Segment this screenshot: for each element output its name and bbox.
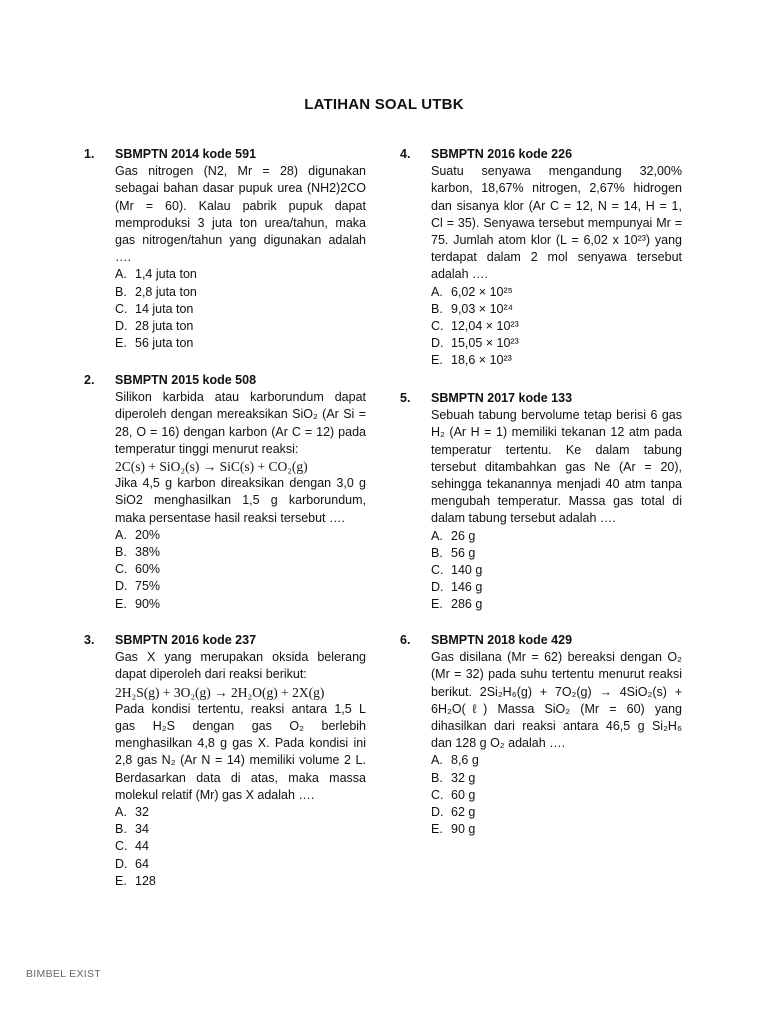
option-letter: C.	[431, 563, 444, 578]
option-text: 28 juta ton	[135, 319, 194, 334]
option-list	[431, 284, 682, 370]
option-text: 146 g	[451, 580, 483, 595]
option-text: 140 g	[451, 563, 483, 578]
option-text: 26 g	[451, 528, 476, 543]
option-text: 18,6 × 10²³	[451, 353, 512, 368]
question-stem: Gas X yang merupakan oksida belerang dapat diperoleh dari reaksi berikut:	[115, 650, 366, 682]
question-source: SBMPTN 2014 kode 591	[115, 147, 257, 161]
option-text: 6,02 × 10²⁵	[451, 284, 513, 299]
option-text: 20%	[135, 527, 161, 542]
answer-option	[115, 578, 366, 595]
question-stem: Gas disilana (Mr = 62) bereaksi dengan O₂ (Mr = 32) pada suhu tertentu menurut reaksi berikut. 2Si₂H₆(g) + 7O₂(g) → 4SiO₂(s) + 6H₂O(ℓ) Massa SiO₂ (Mr = 60) yang dihasilkan dari reaksi antara 46,5 g Si₂H₆ dan 128 g O₂ adalah ….	[431, 650, 682, 751]
question-6	[400, 632, 682, 838]
question-stem: Gas nitrogen (N2, Mr = 28) digunakan sebagai bahan dasar pupuk urea (NH2)2CO (Mr = 60). Kalau pabrik pupuk dapat memproduksi 3 juta ton urea/tahun, maka gas nitrogen/tahun yang digunakan adalah ….	[115, 164, 366, 265]
option-text: 60 g	[451, 787, 476, 802]
reaction-equation: 2C(s) + SiO₂(s) → SiC(s) + CO₂(g)	[115, 459, 308, 475]
question-5	[400, 390, 682, 614]
answer-option	[431, 770, 682, 787]
answer-option	[115, 804, 366, 821]
answer-option	[431, 545, 682, 562]
option-letter: D.	[115, 319, 128, 334]
question-source: SBMPTN 2015 kode 508	[115, 373, 257, 387]
question-stem-continued: Jika 4,5 g karbon direaksikan dengan 3,0 g SiO2 menghasilkan 1,5 g karborundum, maka persentase hasil reaksi tersebut ….	[115, 476, 366, 525]
option-text: 62 g	[451, 805, 476, 820]
option-text: 75%	[135, 579, 161, 594]
question-source: SBMPTN 2018 kode 429	[431, 633, 573, 647]
option-text: 9,03 × 10²⁴	[451, 301, 514, 316]
answer-option	[115, 561, 366, 578]
option-text: 128	[135, 873, 156, 888]
option-letter: E.	[431, 597, 443, 612]
question-header	[400, 146, 682, 163]
question-header	[84, 146, 366, 163]
answer-option	[431, 301, 682, 318]
question-header	[400, 390, 682, 407]
answer-option	[431, 752, 682, 769]
question-number: 2.	[84, 373, 95, 387]
option-letter: E.	[115, 873, 127, 888]
option-letter: C.	[115, 301, 128, 316]
option-letter: E.	[115, 336, 127, 351]
answer-option	[115, 856, 366, 873]
option-text: 44	[135, 839, 149, 854]
option-letter: D.	[431, 580, 444, 595]
answer-option	[431, 352, 682, 369]
option-letter: C.	[431, 319, 444, 334]
option-letter: D.	[431, 805, 444, 820]
question-source: SBMPTN 2016 kode 237	[115, 633, 257, 647]
question-3	[84, 632, 366, 890]
answer-option	[431, 804, 682, 821]
option-text: 56 g	[451, 545, 476, 560]
question-number: 4.	[400, 147, 411, 161]
answer-option	[115, 301, 366, 318]
question-number: 3.	[84, 633, 95, 647]
option-letter: A.	[115, 527, 127, 542]
page-title: LATIHAN SOAL UTBK	[304, 96, 464, 113]
reaction-equation: 2H₂S(g) + 3O₂(g) → 2H₂O(g) + 2X(g)	[115, 684, 325, 700]
option-text: 90%	[135, 596, 161, 611]
option-letter: B.	[431, 301, 443, 316]
option-letter: B.	[115, 545, 127, 560]
answer-option	[115, 284, 366, 301]
option-letter: E.	[431, 353, 443, 368]
answer-option	[431, 821, 682, 838]
option-letter: B.	[115, 822, 127, 837]
answer-option	[431, 335, 682, 352]
question-number: 1.	[84, 147, 95, 161]
question-stem: Suatu senyawa mengandung 32,00% karbon, 18,67% nitrogen, 2,67% hidrogen dan sisanya klor (Ar C = 12, N = 14, H = 1, Cl = 35). Senyawa tersebut mempunyai Mr = 75. Jumlah atom klor (L = 6,02 x 10²³) yang terdapat dalam 2 mol senyawa tersebut adalah ….	[431, 164, 682, 282]
option-letter: C.	[115, 562, 128, 577]
option-text: 15,05 × 10²³	[451, 336, 519, 351]
question-stem: Silikon karbida atau karborundum dapat diperoleh dengan mereaksikan SiO₂ (Ar Si = 28, O = 16) dengan karbon (Ar C = 12) pada temperatur tinggi menurut reaksi:	[115, 390, 366, 456]
question-2	[84, 372, 366, 613]
answer-option	[115, 318, 366, 335]
option-letter: C.	[115, 839, 128, 854]
option-list	[431, 528, 682, 614]
answer-option	[431, 787, 682, 804]
option-text: 60%	[135, 562, 161, 577]
option-text: 2,8 juta ton	[135, 284, 197, 299]
option-text: 64	[135, 856, 149, 871]
question-stem-continued: Pada kondisi tertentu, reaksi antara 1,5 L gas H₂S dengan gas O₂ berlebih menghasilkan 4,8 g gas X. Pada kondisi ini 2,8 gas N₂ (Ar N = 14) memiliki volume 2 L. Berdasarkan data di atas, maka massa molekul relatif (Mr) gas X adalah ….	[115, 701, 366, 802]
answer-option	[115, 527, 366, 544]
question-source: SBMPTN 2016 kode 226	[431, 147, 573, 161]
option-list	[115, 527, 366, 613]
answer-option	[115, 544, 366, 561]
option-letter: D.	[115, 579, 128, 594]
question-number: 6.	[400, 633, 411, 647]
question-4	[400, 146, 682, 370]
option-letter: A.	[431, 753, 443, 768]
answer-option	[431, 528, 682, 545]
option-letter: E.	[115, 596, 127, 611]
option-text: 14 juta ton	[135, 301, 194, 316]
question-header	[400, 632, 682, 649]
option-text: 34	[135, 822, 149, 837]
answer-option	[115, 266, 366, 283]
option-text: 12,04 × 10²³	[451, 319, 519, 334]
option-letter: B.	[115, 284, 127, 299]
option-text: 90 g	[451, 822, 476, 837]
option-text: 38%	[135, 545, 161, 560]
option-letter: A.	[115, 267, 127, 282]
answer-option	[431, 562, 682, 579]
option-list	[431, 752, 682, 838]
option-letter: A.	[431, 528, 443, 543]
answer-option	[115, 821, 366, 838]
answer-option	[431, 579, 682, 596]
answer-option	[115, 335, 366, 352]
option-text: 286 g	[451, 597, 483, 612]
question-stem: Sebuah tabung bervolume tetap berisi 6 gas H₂ (Ar H = 1) memiliki tekanan 12 atm pada temperatur tertentu. Ke dalam tabung tersebut ditambahkan gas Ne (Ar = 20), sehingga tekanannya menjadi 40 atm tanpa mengubah temperatur. Massa gas total di dalam tabung tersebut adalah ….	[431, 408, 682, 526]
option-text: 32 g	[451, 770, 476, 785]
option-letter: C.	[431, 787, 444, 802]
option-list	[115, 804, 366, 890]
option-letter: E.	[431, 822, 443, 837]
answer-option	[115, 596, 366, 613]
option-text: 32	[135, 805, 149, 820]
answer-option	[431, 284, 682, 301]
option-letter: B.	[431, 770, 443, 785]
option-text: 8,6 g	[451, 753, 479, 768]
option-list	[115, 266, 366, 352]
option-letter: A.	[431, 284, 443, 299]
question-source: SBMPTN 2017 kode 133	[431, 391, 573, 405]
answer-option	[431, 318, 682, 335]
option-text: 56 juta ton	[135, 336, 194, 351]
question-header	[84, 632, 366, 649]
option-letter: A.	[115, 805, 127, 820]
option-text: 1,4 juta ton	[135, 267, 197, 282]
question-1	[84, 146, 366, 352]
answer-option	[115, 838, 366, 855]
footer-brand: BIMBEL EXIST	[26, 968, 101, 980]
option-letter: B.	[431, 545, 443, 560]
answer-option	[431, 596, 682, 613]
answer-option	[115, 873, 366, 890]
option-letter: D.	[431, 336, 444, 351]
option-letter: D.	[115, 856, 128, 871]
question-number: 5.	[400, 391, 411, 405]
question-header	[84, 372, 366, 389]
